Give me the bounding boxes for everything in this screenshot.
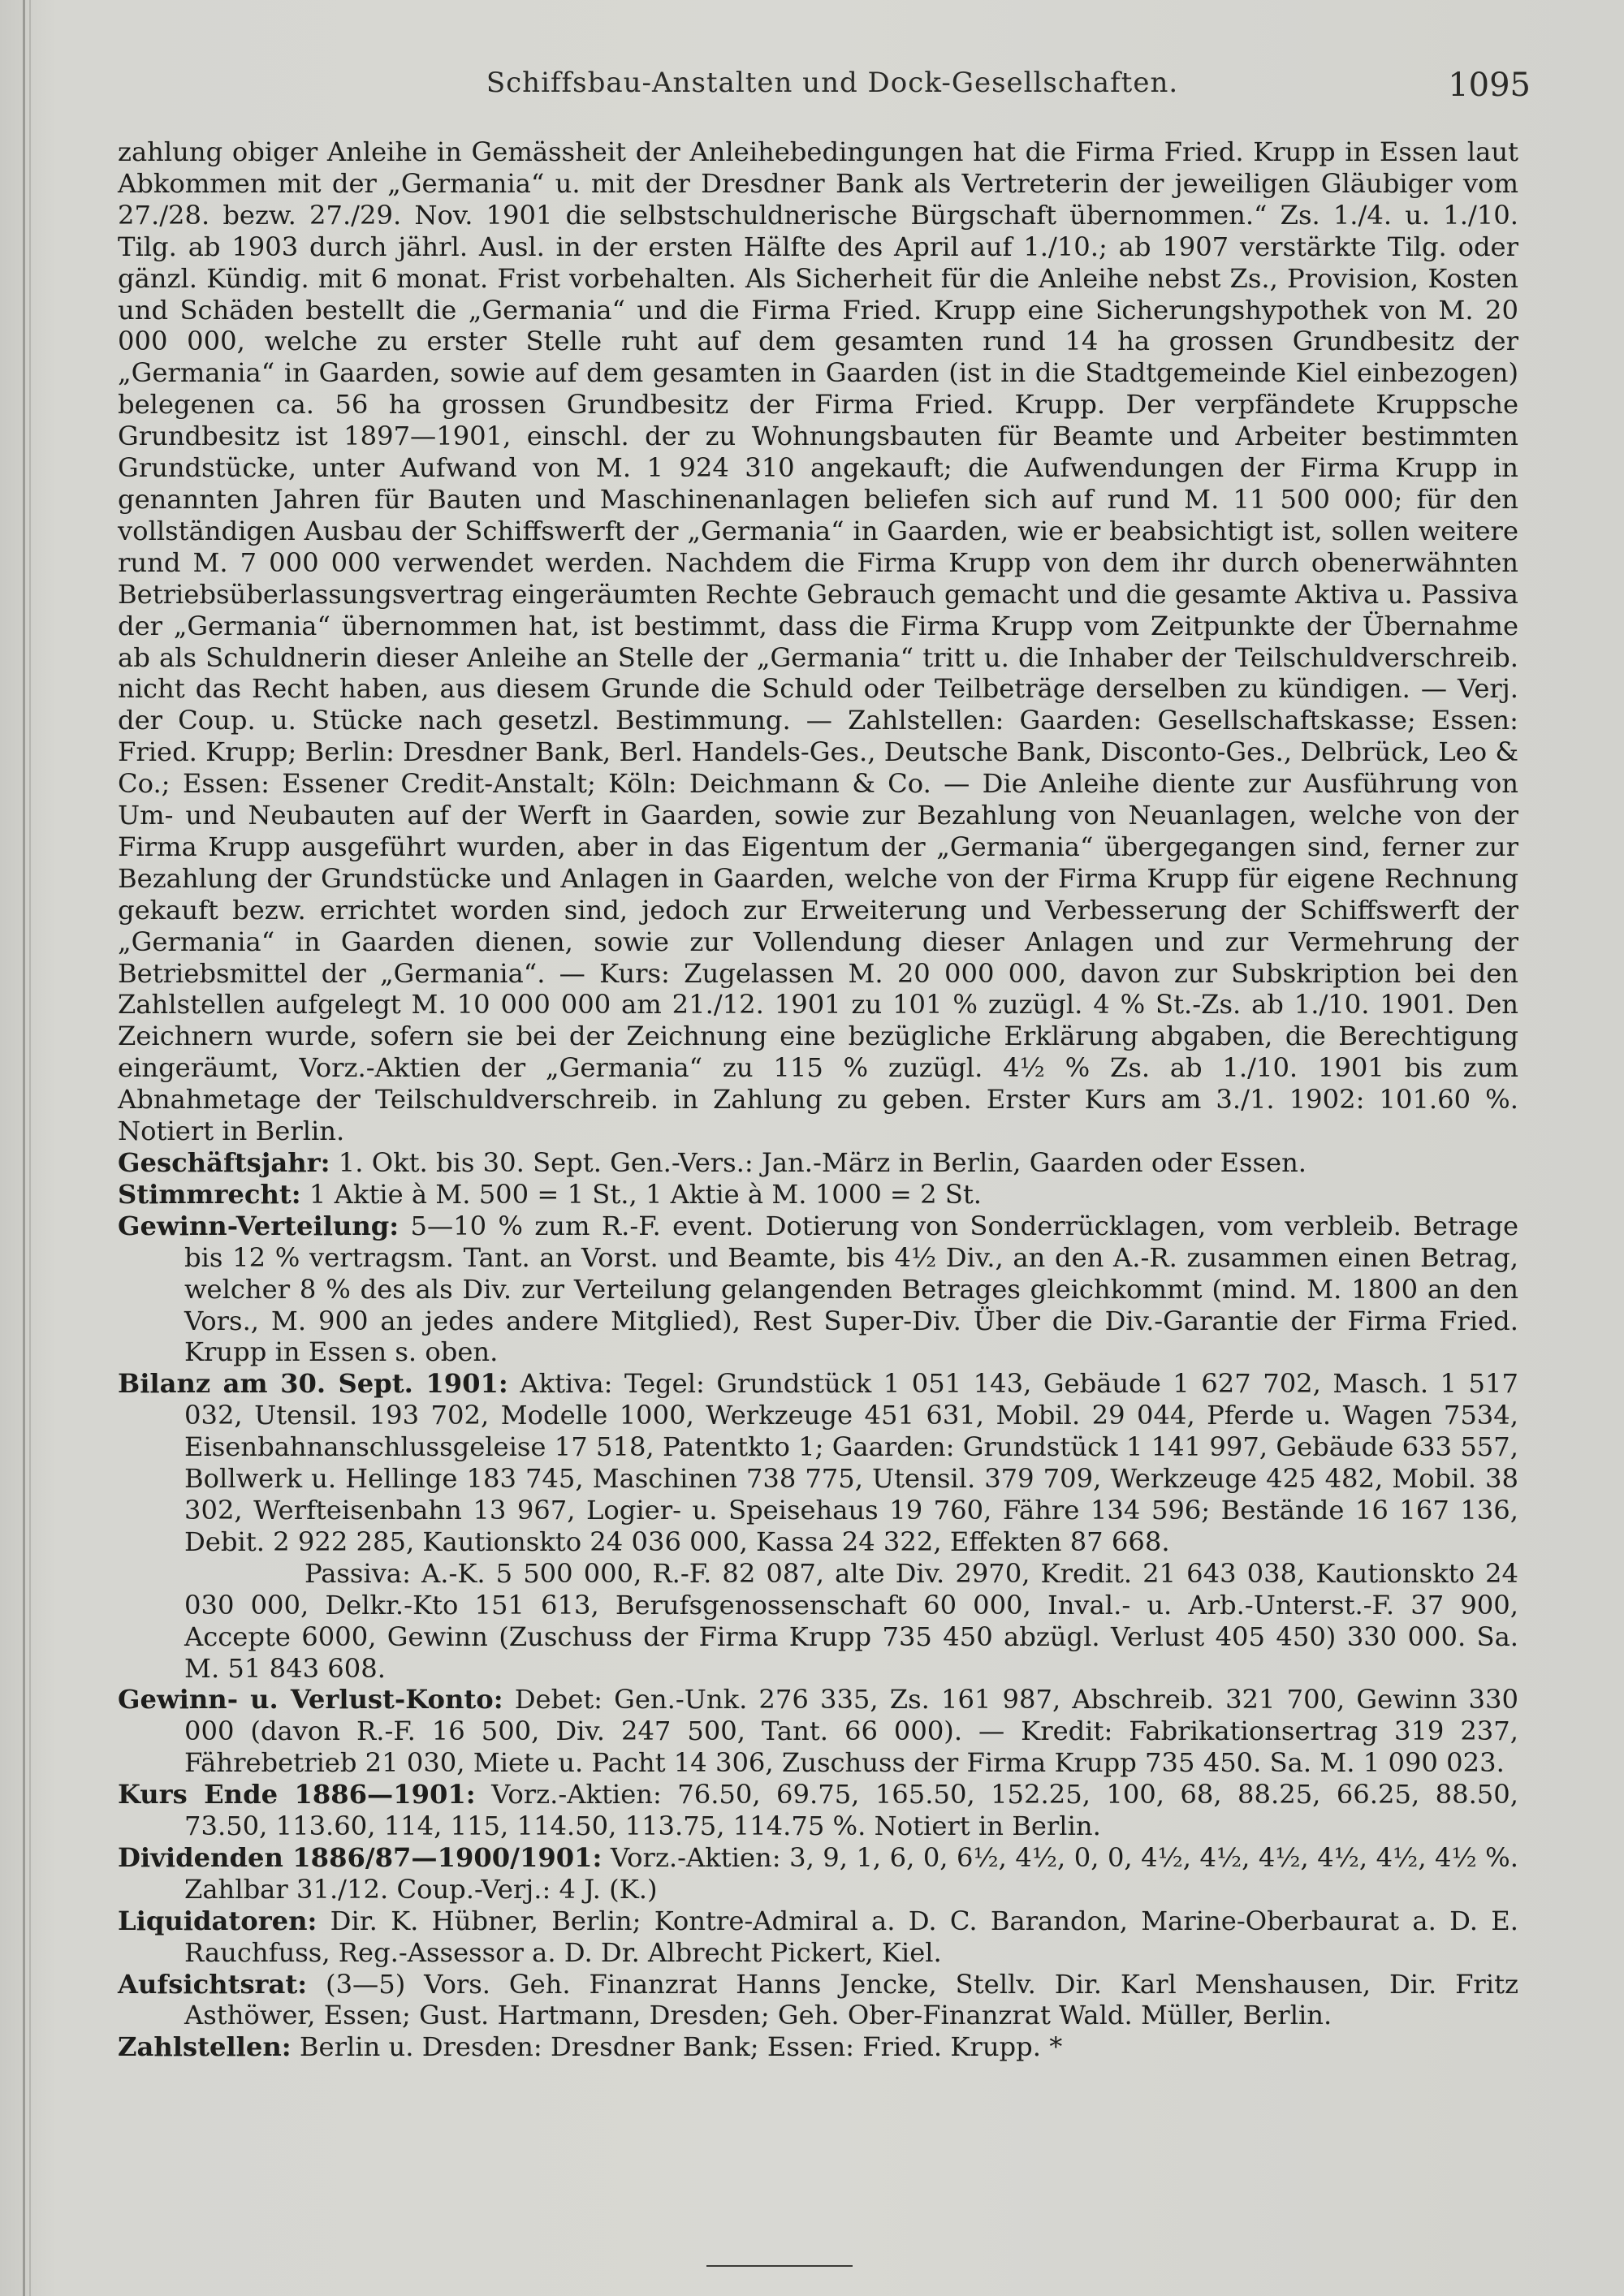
entry-text: Dir. K. Hübner, Berlin; Kontre-Admiral a. D. C. Barandon, Marine-Oberbaurat a. D. E. Rauchfuss, Reg.-Assessor a. D. Dr. Albrecht Pickert, Kiel.: [184, 1905, 1518, 1968]
entry-kurs: [118, 1779, 1518, 1842]
entry-term: Gewinn-Verteilung:: [118, 1210, 400, 1241]
entry-text: Vorz.-Aktien: 76.50, 69.75, 165.50, 152.25, 100, 68, 88.25, 66.25, 88.50, 73.50, 113.60, 114, 115, 114.50, 113.75, 114.75 %. Notiert in Berlin.: [184, 1779, 1518, 1842]
entry-text: 5—10 % zum R.-F. event. Dotierung von Sonderrücklagen, vom verbleib. Betrage bis 12 % vertragsm. Tant. an Vorst. und Beamte, bis 4½ Div., an den A.-R. zusammen einen Betrag, welcher 8 % des als Div. zur Verteilung gelangenden Betrages gleichkommt (mind. M. 1800 an den Vors., M. 900 an jedes andere Mitglied), Rest Super-Div. Über die Div.-Garantie der Firma Fried. Krupp in Essen s. oben.: [184, 1210, 1518, 1368]
page-edge-line: [23, 0, 25, 2296]
entry-term: Geschäftsjahr:: [118, 1147, 330, 1178]
entry-text: (3—5) Vors. Geh. Finanzrat Hanns Jencke, Stellv. Dir. Karl Menshausen, Dir. Fritz Asthöwer, Essen; Gust. Hartmann, Dresden; Geh. Ober-Finanzrat Wald. Müller, Berlin.: [184, 1968, 1518, 2031]
entry-dividenden: [118, 1841, 1518, 1905]
entry-bilanz: [118, 1368, 1518, 1557]
entry-term: Zahlstellen:: [118, 2031, 292, 2063]
entry-text: Vorz.-Aktien: 3, 9, 1, 6, 0, 6½, 4½, 0, 0, 4½, 4½, 4½, 4½, 4½, 4½ %. Zahlbar 31./12. Coup.-Verj.: 4 J. (K.): [184, 1841, 1518, 1905]
page-number: 1095: [1448, 67, 1531, 104]
entry-aufsichtsrat: [118, 1968, 1518, 2032]
entry-gewinn-verteilung: [118, 1210, 1518, 1369]
page-body: [118, 136, 1518, 2063]
entry-term: Liquidatoren:: [118, 1905, 317, 1936]
entry-term: Dividenden 1886/87—1900/1901:: [118, 1841, 603, 1873]
page-header: [122, 67, 1543, 107]
entry-gewinn-verlust-konto: [118, 1684, 1518, 1779]
entry-geschaeftsjahr: [118, 1147, 1518, 1179]
entry-text: Aktiva: Tegel: Grundstück 1 051 143, Gebäude 1 627 702, Masch. 1 517 032, Utensil. 193 702, Modelle 1000, Werkzeuge 451 631, Mobil. 29 044, Pferde u. Wagen 7534, Eisenbahnanschlussgeleise 17 518, Patentkto 1; Gaarden: Grundstück 1 141 997, Gebäude 633 557, Bollwerk u. Hellinge 183 745, Maschinen 738 775, Utensil. 379 709, Werkzeuge 425 482, Mobil. 38 302, Werfteisenbahn 13 967, Logier- u. Speisehaus 19 760, Fähre 134 596; Bestände 16 167 136, Debit. 2 922 285, Kautionskto 24 036 000, Kassa 24 322, Effekten 87 668.: [184, 1368, 1518, 1557]
section-divider: [706, 2265, 853, 2267]
entry-zahlstellen: [118, 2031, 1518, 2063]
entry-term: Aufsichtsrat:: [118, 1968, 308, 2000]
entry-stimmrecht: [118, 1178, 1518, 1211]
entry-text: 1 Aktie à M. 500 = 1 St., 1 Aktie à M. 1000 = 2 St.: [300, 1178, 983, 1210]
entry-term: Kurs Ende 1886—1901:: [118, 1779, 476, 1810]
entry-term: Gewinn- u. Verlust-Konto:: [118, 1684, 503, 1716]
passiva-paragraph: Passiva: A.-K. 5 500 000, R.-F. 82 087, alte Div. 2970, Kredit. 21 643 038, Kautionskto 24 030 000, Delkr.-Kto 151 613, Berufsgenossenschaft 60 000, Inval.- u. Arb.-Unterst.-F. 37 900, Accepte 6000, Gewinn (Zuschuss der Firma Krupp 735 450 abzügl. Verlust 405 450) 330 000. Sa. M. 51 843 608.: [184, 1557, 1518, 1684]
entry-text: Berlin u. Dresden: Dresdner Bank; Essen: Fried. Krupp. *: [291, 2031, 1063, 2063]
entry-term: Stimmrecht:: [118, 1178, 301, 1210]
running-head: Schiffsbau-Anstalten und Dock-Gesellschaften.: [486, 67, 1179, 99]
entry-text: Debet: Gen.-Unk. 276 335, Zs. 161 987, Abschreib. 321 700, Gewinn 330 000 (davon R.-F. 16 500, Div. 247 500, Tant. 66 000). — Kredit: Fabrikationsertrag 319 237, Fährebetrieb 21 030, Miete u. Pacht 14 306, Zuschuss der Firma Krupp 735 450. Sa. M. 1 090 023.: [184, 1684, 1518, 1779]
page-edge-line: [29, 0, 31, 2296]
entry-liquidatoren: [118, 1905, 1518, 1969]
entry-text: 1. Okt. bis 30. Sept. Gen.-Vers.: Jan.-März in Berlin, Gaarden oder Essen.: [330, 1147, 1307, 1178]
entry-term: Bilanz am 30. Sept. 1901:: [118, 1368, 508, 1400]
continued-paragraph: zahlung obiger Anleihe in Gemässheit der Anleihebedingungen hat die Firma Fried. Krupp in Essen laut Abkommen mit der „Germania“ u. mit der Dresdner Bank als Vertreterin der jeweiligen Gläubiger vom 27./28. bezw. 27./29. Nov. 1901 die selbstschuldnerische Bürgschaft übernommen.“ Zs. 1./4. u. 1./10. Tilg. ab 1903 durch jährl. Ausl. in der ersten Hälfte des April auf 1./10.; ab 1907 verstärkte Tilg. oder gänzl. Kündig. mit 6 monat. Frist vorbehalten. Als Sicherheit für die Anleihe nebst Zs., Provision, Kosten und Schäden bestellt die „Germania“ und die Firma Fried. Krupp eine Sicherungshypothek von M. 20 000 000, welche zu erster Stelle ruht auf dem gesamten rund 14 ha grossen Grundbesitz der „Germania“ in Gaarden, sowie auf dem gesamten in Gaarden (ist in die Stadtgemeinde Kiel einbezogen) belegenen ca. 56 ha grossen Grundbesitz der Firma Fried. Krupp. Der verpfändete Kruppsche Grundbesitz ist 1897—1901, einschl. der zu Wohnungsbauten für Beamte und Arbeiter bestimmten Grundstücke, unter Aufwand von M. 1 924 310 angekauft; die Aufwendungen der Firma Krupp in genannten Jahren für Bauten und Maschinenanlagen beliefen sich auf rund M. 11 500 000; für den vollständigen Ausbau der Schiffswerft der „Germania“ in Gaarden, wie er beabsichtigt ist, sollen weitere rund M. 7 000 000 verwendet werden. Nachdem die Firma Krupp von dem ihr durch obenerwähnten Betriebsüberlassungsvertrag eingeräumten Rechte Gebrauch gemacht und die gesamte Aktiva u. Passiva der „Germania“ übernommen hat, ist bestimmt, dass die Firma Krupp vom Zeitpunkte der Übernahme ab als Schuldnerin dieser Anleihe an Stelle der „Germania“ tritt u. die Inhaber der Teilschuldverschreib. nicht das Recht haben, aus diesem Grunde die Schuld oder Teilbeträge derselben zu kündigen. — Verj. der Coup. u. Stücke nach gesetzl. Bestimmung. — Zahlstellen: Gaarden: Gesellschaftskasse; Essen: Fried. Krupp; Berlin: Dresdner Bank, Berl. Handels-Ges., Deutsche Bank, Disconto-Ges., Delbrück, Leo & Co.; Essen: Essener Credit-Anstalt; Köln: Deichmann & Co. — Die Anleihe diente zur Ausführung von Um- und Neubauten auf der Werft in Gaarden, sowie zur Bezahlung von Neuanlagen, welche von der Firma Krupp ausgeführt wurden, aber in das Eigentum der „Germania“ übergegangen sind, ferner zur Bezahlung der Grundstücke und Anlagen in Gaarden, welche von der Firma Krupp für eigene Rechnung gekauft bezw. errichtet worden sind, jedoch zur Erweiterung und Verbesserung der Schiffswerft der „Germania“ in Gaarden dienen, sowie zur Vollendung dieser Anlagen und zur Vermehrung der Betriebsmittel der „Germania“. — Kurs: Zugelassen M. 20 000 000, davon zur Subskription bei den Zahlstellen aufgelegt M. 10 000 000 am 21./12. 1901 zu 101 % zuzügl. 4 % St.-Zs. ab 1./10. 1901. Den Zeichnern wurde, sofern sie bei der Zeichnung eine bezügliche Erklärung abgaben, die Berechtigung eingeräumt, Vorz.-Aktien der „Germania“ zu 115 % zuzügl. 4½ % Zs. ab 1./10. 1901 bis zum Abnahmetage der Teilschuldverschreib. in Zahlung zu geben. Erster Kurs am 3./1. 1902: 101.60 %. Notiert in Berlin.: [118, 136, 1518, 1147]
